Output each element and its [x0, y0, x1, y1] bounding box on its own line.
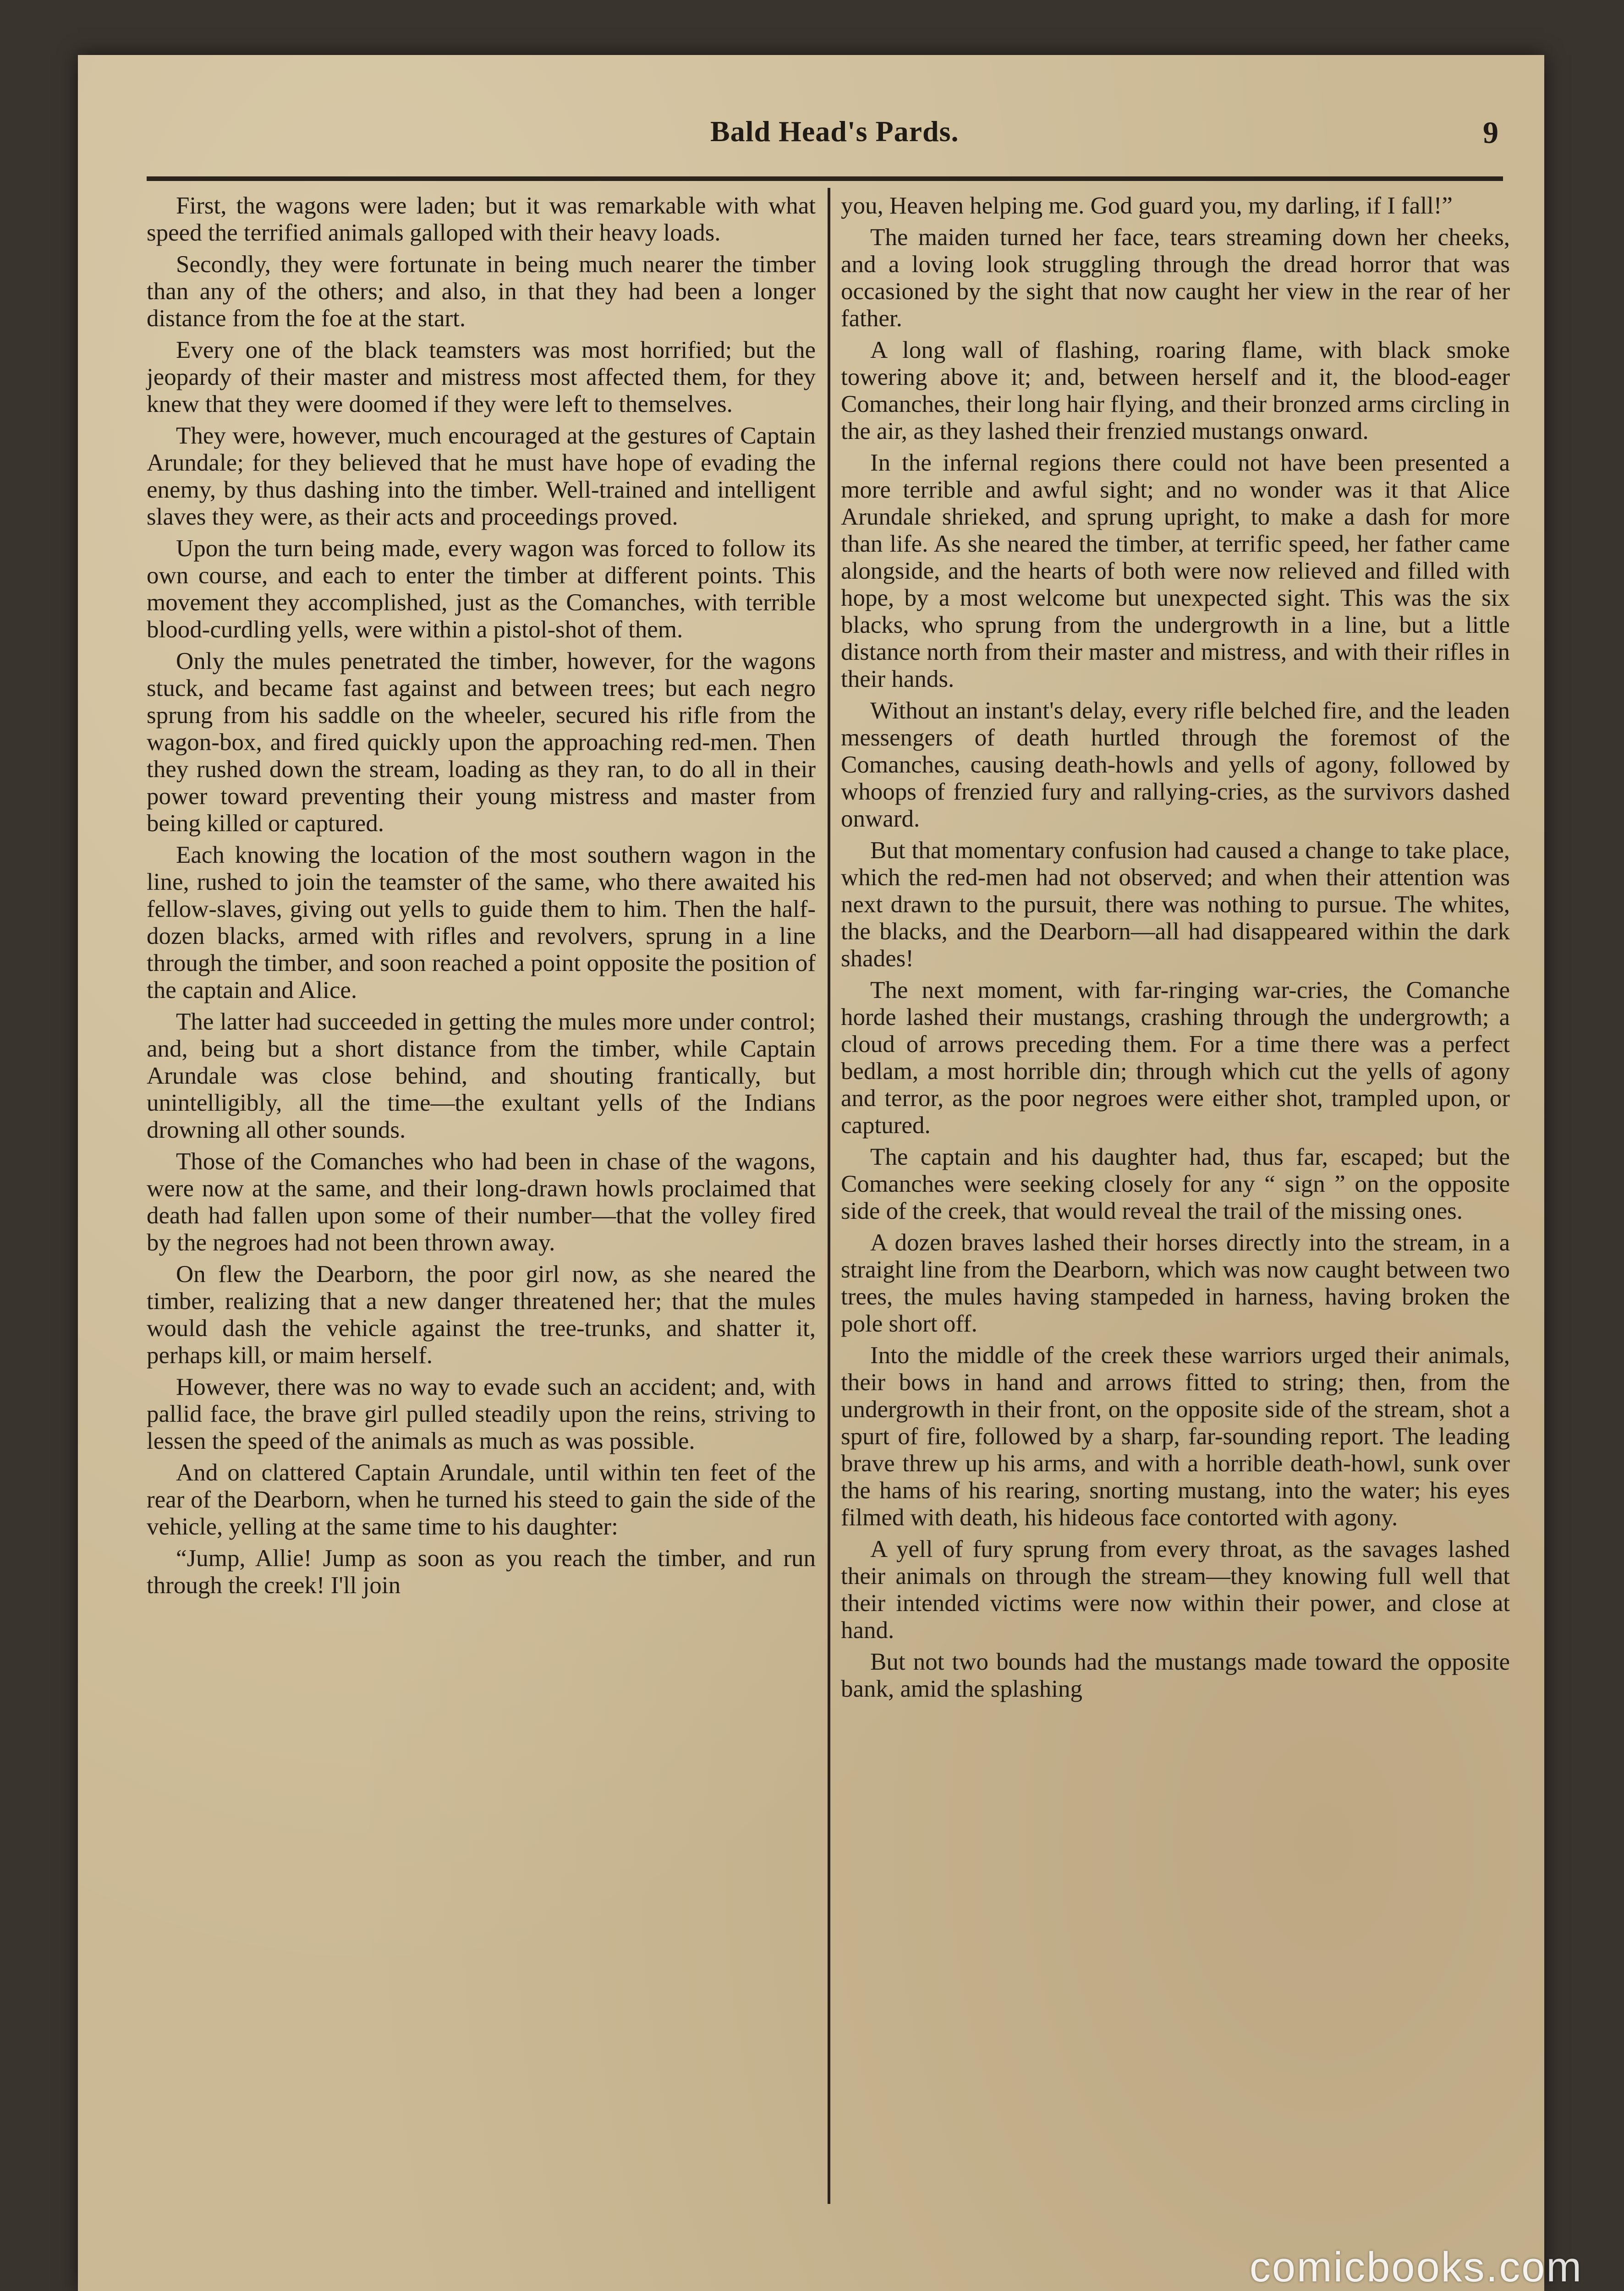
running-title: Bald Head's Pards.: [710, 115, 959, 148]
watermark: comicbooks.com: [1249, 2244, 1583, 2291]
paragraph: A long wall of flashing, roaring flame, with black smoke towering above it; and, between herself and it, the blood-eager Comanches, their long hair flying, and their bronzed arms circling in the air, as they lashed their frenzied mustangs onward.: [841, 337, 1510, 444]
header-rule: [147, 176, 1503, 181]
paragraph: Into the middle of the creek these warriors urged their animals, their bows in hand and arrows fitted to string; then, from the undergrowth in their front, on the opposite side of the stream, shot a spurt of fire, followed by a sharp, far-sounding report. The leading brave threw up his arms, and with a horrible death-howl, sunk over the hams of his rearing, snorting mustang, into the water; his eyes filmed with death, his hideous face contorted with agony.: [841, 1342, 1510, 1531]
paragraph: First, the wagons were laden; but it was remarkable with what speed the terrified animals galloped with their heavy loads.: [147, 192, 816, 246]
paragraph: The maiden turned her face, tears streaming down her cheeks, and a loving look struggling through the dread horror that was occasioned by the sight that now caught her view in the rear of her father.: [841, 224, 1510, 332]
paragraph: In the infernal regions there could not have been presented a more terrible and awful sight; and no wonder was it that Alice Arundale shrieked, and sprung upright, to make a dash for more than life. As she neared the timber, at terrific speed, her father came alongside, and the hearts of both were now relieved and filled with hope, by a most welcome but unexpected sight. This was the six blacks, who sprung from the undergrowth in a line, but a little distance north from their master and mistress, and with their rifles in their hands.: [841, 449, 1510, 692]
paragraph: A dozen braves lashed their horses directly into the stream, in a straight line from the Dearborn, which was now caught between two trees, the mules having stampeded in harness, having broken the pole short off.: [841, 1229, 1510, 1337]
left-column: [147, 192, 816, 1604]
magazine-page: [78, 55, 1544, 2291]
paragraph: Only the mules penetrated the timber, however, for the wagons stuck, and became fast against and between trees; but each negro sprung from his saddle on the wheeler, secured his rifle from the wagon-box, and fired quickly upon the approaching red-men. Then they rushed down the stream, loading as they ran, to do all in their power toward preventing their young mistress and master from being killed or captured.: [147, 648, 816, 837]
paragraph: Without an instant's delay, every rifle belched fire, and the leaden messengers of death hurtled through the foremost of the Comanches, causing death-howls and yells of agony, followed by whoops of frenzied fury and rallying-cries, as the survivors dashed onward.: [841, 697, 1510, 832]
column-divider: [828, 188, 830, 2204]
paragraph: A yell of fury sprung from every throat, as the savages lashed their animals on through the stream—they knowing full well that their intended victims were now within their power, and close at hand.: [841, 1536, 1510, 1644]
paragraph: The captain and his daughter had, thus far, escaped; but the Comanches were seeking closely for any “ sign ” on the opposite side of the creek, that would reveal the trail of the missing ones.: [841, 1144, 1510, 1224]
paragraph: On flew the Dearborn, the poor girl now, as she neared the timber, realizing that a new danger threatened her; that the mules would dash the vehicle against the tree-trunks, and shatter it, perhaps kill, or maim herself.: [147, 1261, 816, 1369]
paragraph: “Jump, Allie! Jump as soon as you reach the timber, and run through the creek! I'll join: [147, 1545, 816, 1599]
paragraph: Secondly, they were fortunate in being much nearer the timber than any of the others; and also, in that they had been a longer distance from the foe at the start.: [147, 251, 816, 332]
paragraph: But not two bounds had the mustangs made toward the opposite bank, amid the splashing: [841, 1649, 1510, 1702]
paragraph: Those of the Comanches who had been in chase of the wagons, were now at the same, and their long-drawn howls proclaimed that death had fallen upon some of their number—that the volley fired by the negroes had not been thrown away.: [147, 1148, 816, 1256]
paragraph: The latter had succeeded in getting the mules more under control; and, being but a short distance from the timber, while Captain Arundale was close behind, and shouting frantically, but unintelligibly, all the time—the exultant yells of the Indians drowning all other sounds.: [147, 1008, 816, 1143]
paragraph: The next moment, with far-ringing war-cries, the Comanche horde lashed their mustangs, crashing through the undergrowth; a cloud of arrows preceding them. For a time there was a perfect bedlam, a most horrible din; through which cut the yells of agony and terror, as the poor negroes were either shot, trampled upon, or captured.: [841, 977, 1510, 1139]
continued-paragraph: you, Heaven helping me. God guard you, my darling, if I fall!”: [841, 192, 1453, 219]
paragraph: However, there was no way to evade such an accident; and, with pallid face, the brave girl pulled steadily upon the reins, striving to lessen the speed of the animals as much as was possible.: [147, 1374, 816, 1454]
paragraph: And on clattered Captain Arundale, until within ten feet of the rear of the Dearborn, when he turned his steed to gain the side of the vehicle, yelling at the same time to his daughter:: [147, 1459, 816, 1540]
right-column: [841, 192, 1510, 1707]
paragraph: But that momentary confusion had caused a change to take place, which the red-men had not observed; and when their attention was next drawn to the pursuit, there was nothing to pursue. The whites, the blacks, and the Dearborn—all had disappeared within the dark shades!: [841, 837, 1510, 972]
page-number: 9: [1483, 115, 1498, 150]
paragraph: Upon the turn being made, every wagon was forced to follow its own course, and each to enter the timber at different points. This movement they accomplished, just as the Comanches, with terrible blood-curdling yells, were within a pistol-shot of them.: [147, 535, 816, 643]
paragraph: Each knowing the location of the most southern wagon in the line, rushed to join the teamster of the same, who there awaited his fellow-slaves, giving out yells to guide them to him. Then the half-dozen blacks, armed with rifles and revolvers, sprung in a line through the timber, and soon reached a point opposite the position of the captain and Alice.: [147, 842, 816, 1003]
paragraph: Every one of the black teamsters was most horrified; but the jeopardy of their master and mistress most affected them, for they knew that they were doomed if they were left to themselves.: [147, 337, 816, 417]
paragraph: They were, however, much encouraged at the gestures of Captain Arundale; for they believed that he must have hope of evading the enemy, by thus dashing into the timber. Well-trained and intelligent slaves they were, as their acts and proceedings proved.: [147, 422, 816, 530]
page-header: [147, 110, 1503, 165]
